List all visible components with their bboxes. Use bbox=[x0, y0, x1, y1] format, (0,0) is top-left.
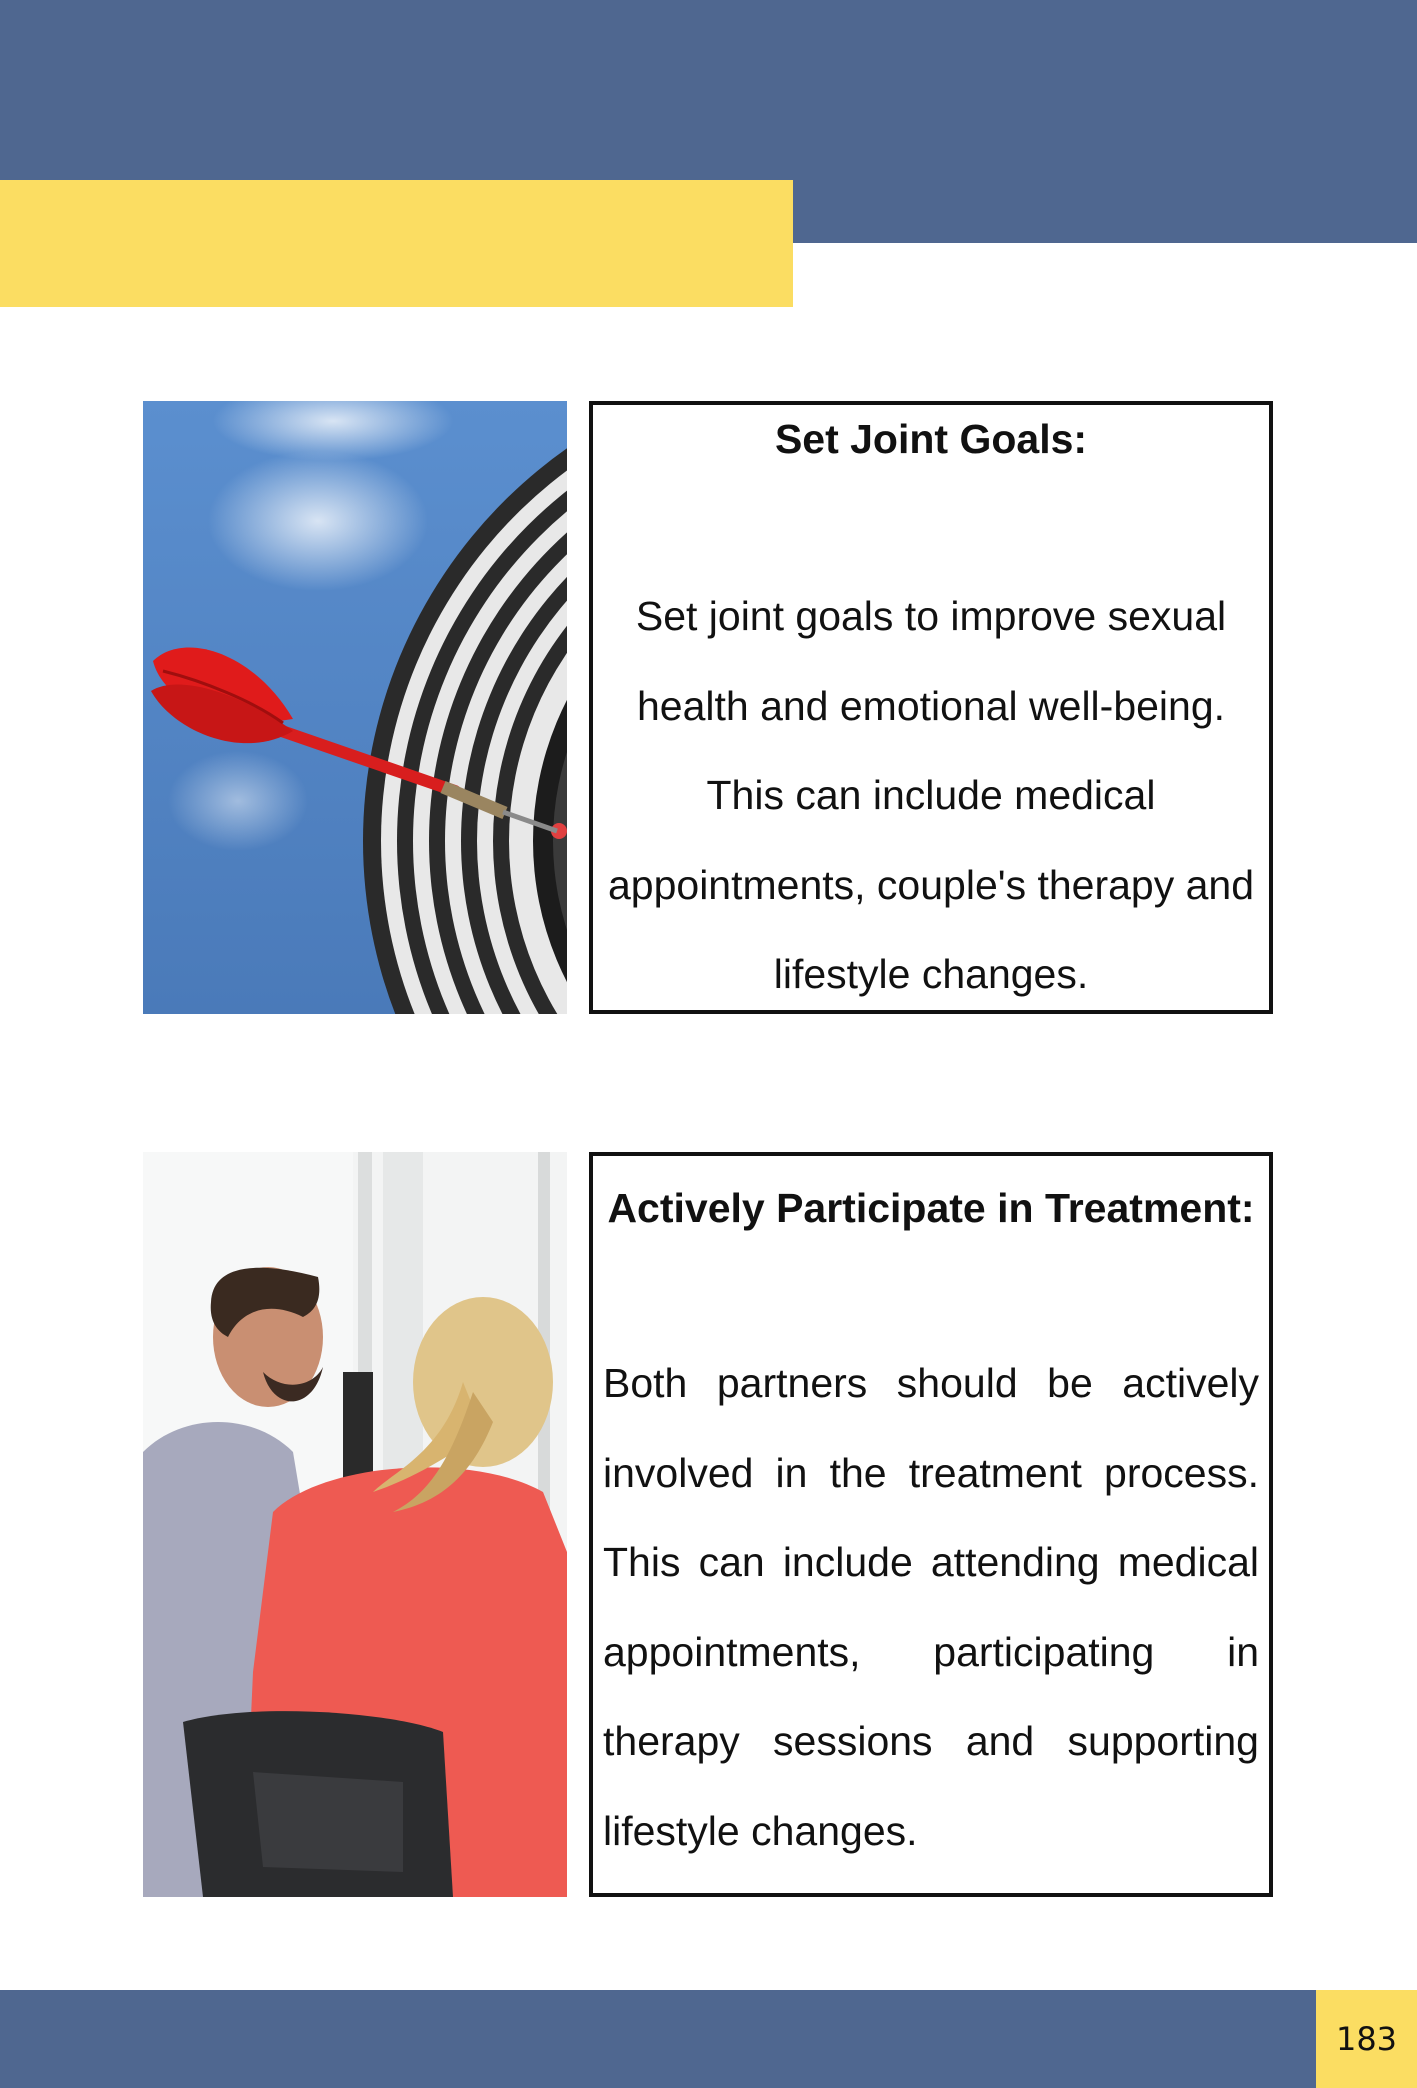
section-box-set-joint-goals bbox=[589, 401, 1273, 1014]
page-number: 183 bbox=[1316, 1990, 1417, 2088]
section-box-actively-participate bbox=[589, 1152, 1273, 1897]
section-title: Set Joint Goals: bbox=[774, 416, 1088, 462]
dart-target-photo bbox=[143, 401, 567, 1014]
footer-band bbox=[0, 1990, 1417, 2088]
section-body: Both partners should be actively involved in the treatment process. This can include attending medical appointments, participating in therapy sessions and supporting lifestyle changes. bbox=[603, 1360, 1259, 1854]
header-accent-bar bbox=[0, 180, 793, 307]
section-body: Set joint goals to improve sexual health and emotional well-being. This can include medical appointments, couple's therapy and lifestyle changes. bbox=[607, 593, 1255, 997]
section-title: Actively Participate in Treatment: bbox=[607, 1185, 1255, 1231]
couple-computer-photo bbox=[143, 1152, 567, 1897]
